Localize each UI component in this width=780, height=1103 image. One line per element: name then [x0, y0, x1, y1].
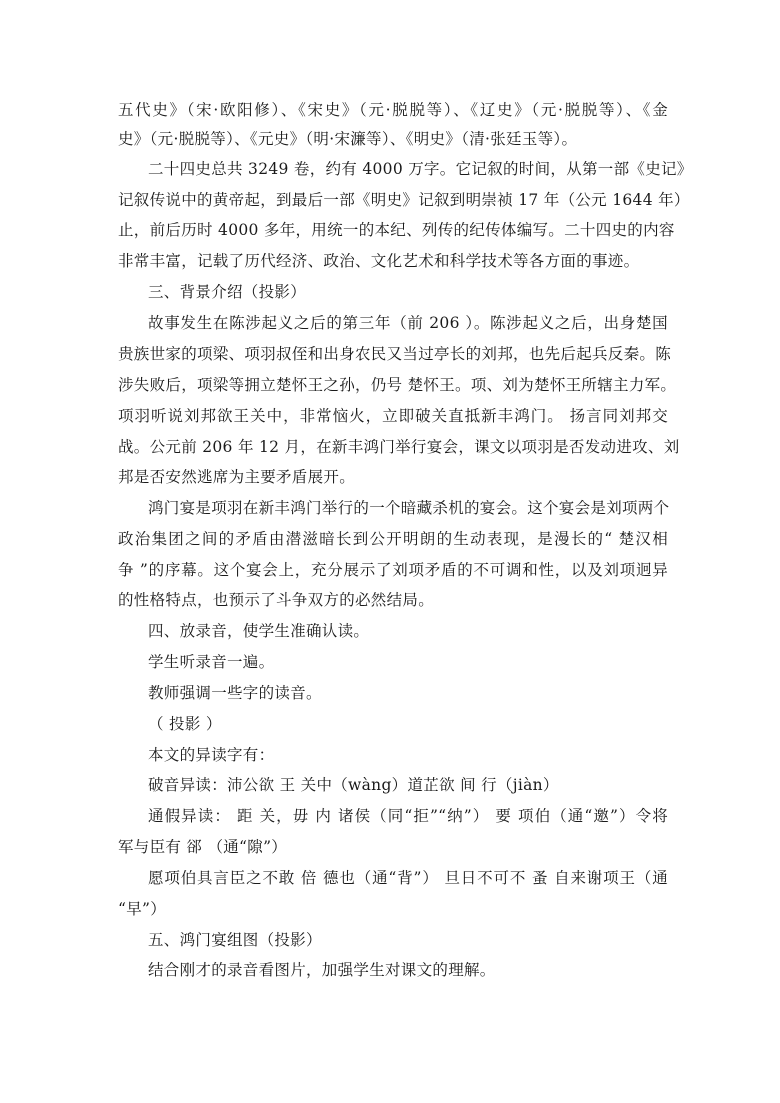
section-heading-images: 五、鸿门宴组图（投影） — [148, 931, 322, 949]
text-line-26: 愿项伯具言臣之不敢 倍 德也（通“背”） 旦日不可不 蚤 自来谢项王（通 — [148, 869, 668, 887]
text-line-8: 故事发生在陈涉起义之后的第三年（前 206 ）。陈涉起义之后，出身楚国 — [148, 314, 668, 332]
text-line-4: 记叙传说中的黄帝起，到最后一部《明史》记叙到明崇祯 17 年（公元 1644 年） — [118, 191, 690, 209]
text-line-14: 鸿门宴是项羽在新丰鸿门举行的一个暗藏杀机的宴会。这个宴会是刘项两个 — [148, 499, 670, 517]
text-line-16: 争 ”的序幕。这个宴会上，充分展示了刘项矛盾的不可调和性，以及刘项迥异 — [118, 561, 668, 579]
text-line-24: 通假异读： 距 关，毋 内 诸侯（同“拒”“纳”） 要 项伯（通“邀”）令将 — [148, 807, 668, 825]
section-heading-recording: 四、放录音，使学生准确认读。 — [148, 622, 370, 640]
text-line-22: 本文的异读字有： — [148, 746, 275, 764]
text-line-20: 教师强调一些字的读音。 — [148, 684, 322, 702]
text-line-23: 破音异读：沛公欲 王 关中（wàng）道芷欲 间 行（jiàn） — [148, 776, 559, 794]
text-line-9: 贵族世家的项梁、项羽叔侄和出身农民又当过亭长的刘邦，也先后起兵反秦。陈 — [118, 345, 672, 363]
text-line-2: 史》（元·脱脱等）、《元史》（明·宋濂等）、《明史》（清·张廷玉等）。 — [118, 130, 578, 148]
text-line-17: 的性格特点，也预示了斗争双方的必然结局。 — [118, 591, 435, 609]
text-line-25: 军与臣有 郤 （通“隙”） — [118, 838, 288, 856]
text-line-15: 政治集团之间的矛盾由潜滋暗长到公开明朗的生动表现，是漫长的“ 楚汉相 — [118, 530, 668, 548]
text-line-27: “早”） — [118, 900, 167, 918]
text-line-6: 非常丰富，记载了历代经济、政治、文化艺术和科学技术等各方面的事迹。 — [118, 252, 640, 270]
text-line-21: （ 投影 ） — [148, 715, 222, 733]
text-line-29: 结合刚才的录音看图片，加强学生对课文的理解。 — [148, 961, 496, 979]
text-line-3: 二十四史总共 3249 卷，约有 4000 万字。它记叙的时间，从第一部《史记》 — [148, 160, 693, 178]
text-line-5: 止，前后历时 4000 多年，用统一的本纪、列传的纪传体编写。二十四史的内容 — [118, 221, 675, 239]
text-line-1: 五代史》（宋·欧阳修）、《宋史》（元·脱脱等）、《辽史》（元·脱脱等）、《金 — [118, 101, 668, 119]
text-line-10: 涉失败后，项梁等拥立楚怀王之孙，仍号 楚怀王。项、刘为楚怀王所辖主力军。 — [118, 376, 677, 394]
text-line-13: 邦是否安然逃席为主要矛盾展开。 — [118, 468, 356, 486]
text-line-11: 项羽听说刘邦欲王关中，非常恼火，立即破关直抵新丰鸿门。 扬言同刘邦交 — [118, 407, 668, 425]
text-line-19: 学生听录音一遍。 — [148, 653, 275, 671]
text-line-12: 战。公元前 206 年 12 月，在新丰鸿门举行宴会，课文以项羽是否发动进攻、刘 — [118, 438, 680, 456]
section-heading-background: 三、背景介绍（投影） — [148, 283, 307, 301]
